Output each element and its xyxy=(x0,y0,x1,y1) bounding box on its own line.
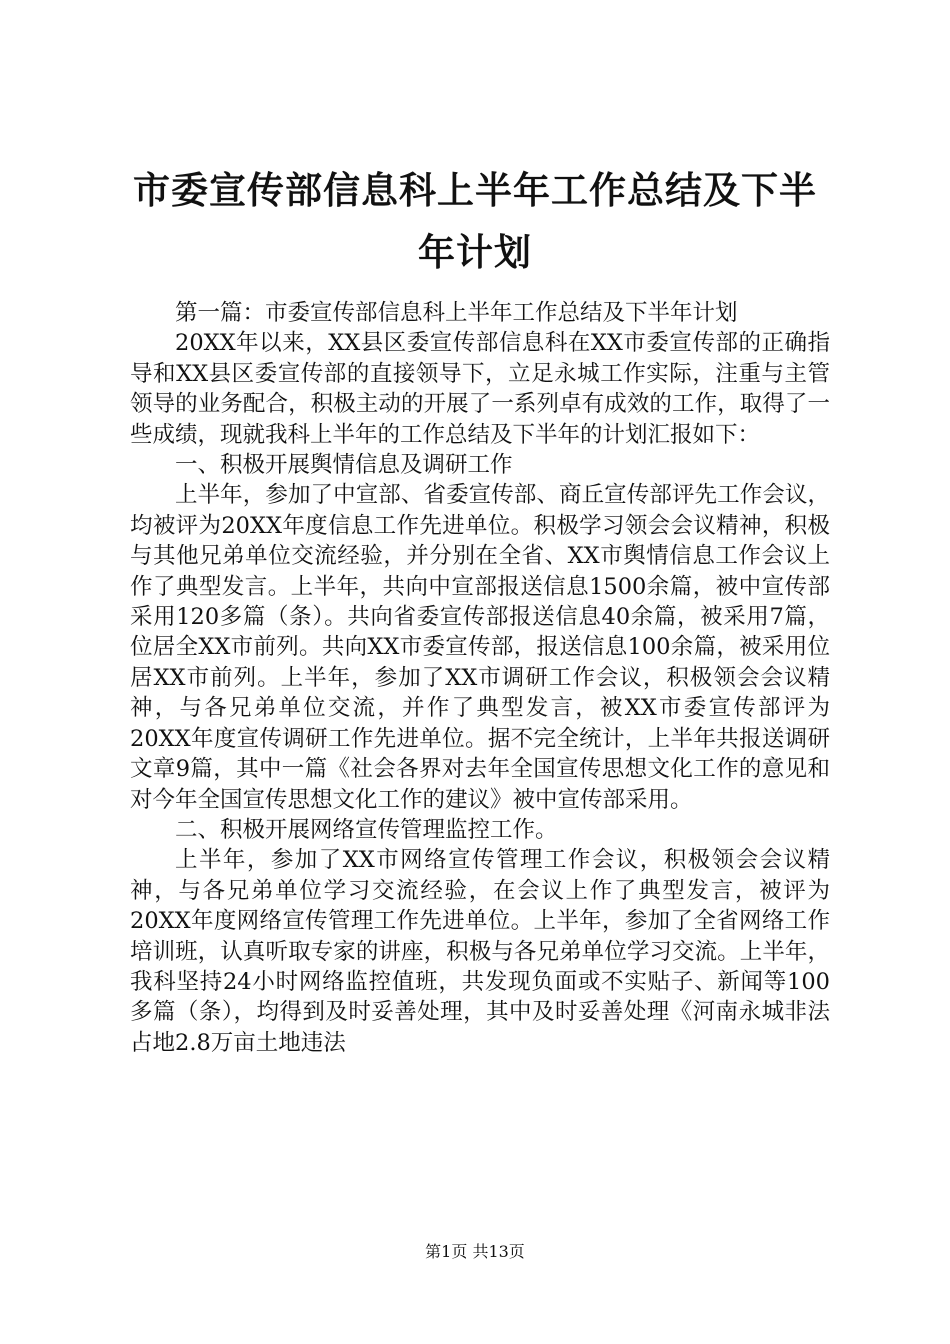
document-title: 市委宣传部信息科上半年工作总结及下半年计划 xyxy=(133,169,817,274)
section-heading-2: 二、积极开展网络宣传管理监控工作。 xyxy=(175,816,558,843)
paragraph-section-2: 上半年，参加了XX市网络宣传管理工作会议，积极领会会议精神，与各兄弟单位学习交流经验，在会议上作了典型发言，被评为20XX年度网络宣传管理工作先进单位。上半年，参加了全省网络工作培训班，认真听取专家的讲座，积极与各兄弟单位学习交流。上半年，我科坚持24小时网络监控值班，共发现负面或不实贴子、新闻等100多篇（条），均得到及时妥善处理，其中及时妥善处理《河南永城非法占地2.8万亩土地违法 xyxy=(130,847,830,1056)
paragraph-intro: 20XX年以来，XX县区委宣传部信息科在XX市委宣传部的正确指导和XX县区委宣传部的直接领导下，立足永城工作实际，注重与主管领导的业务配合，积极主动的开展了一系列卓有成效的工作，取得了一些成绩，现就我科上半年的工作总结及下半年的计划汇报如下： xyxy=(130,330,830,448)
page-number-footer: 第1页 共13页 xyxy=(425,1242,525,1261)
paragraph-section-1: 上半年，参加了中宣部、省委宣传部、商丘宣传部评先工作会议，均被评为20XX年度信息工作先进单位。积极学习领会会议精神，积极与其他兄弟单位交流经验，并分别在全省、XX市舆情信息工作会议上作了典型发言。上半年，共向中宣部报送信息1500余篇，被中宣传部采用120多篇（条）。共向省委宣传部报送信息40余篇，被采用7篇，位居全XX市前列。共向XX市委宣传部，报送信息100余篇，被采用位居XX市前列。上半年，参加了XX市调研工作会议，积极领会会议精神，与各兄弟单位交流，并作了典型发言，被XX市委宣传部评为20XX年度宣传调研工作先进单位。据不完全统计，上半年共报送调研文章9篇，其中一篇《社会各界对去年全国宣传思想文化工作的意见和对今年全国宣传思想文化工作的建议》被中宣传部采用。 xyxy=(130,482,830,813)
section-heading-1: 一、积极开展舆情信息及调研工作 xyxy=(175,452,513,479)
document-body xyxy=(130,298,830,1058)
paragraph-chapter-heading: 第一篇：市委宣传部信息科上半年工作总结及下半年计划 xyxy=(175,300,738,326)
